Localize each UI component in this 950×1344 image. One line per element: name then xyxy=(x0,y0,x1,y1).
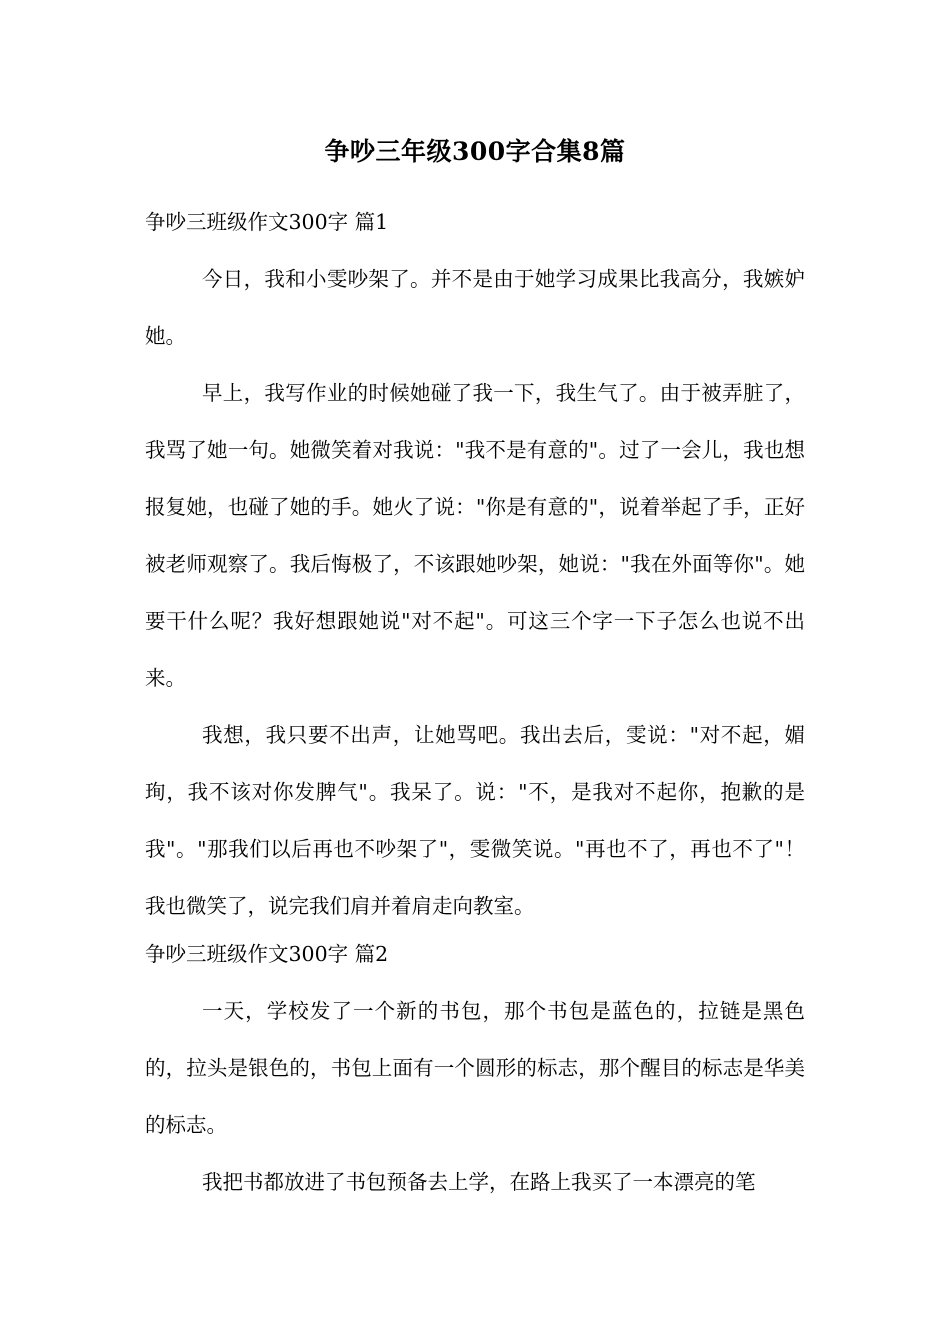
paragraph: 一天，学校发了一个新的书包，那个书包是蓝色的，拉链是黑色的，拉头是银色的，书包上面有一个圆形的标志，那个醒目的标志是华美的标志。 xyxy=(145,999,805,1137)
paragraph: 我想，我只要不出声，让她骂吧。我出去后，雯说："对不起，媚珣，我不该对你发脾气"。我呆了。说："不，是我对不起你，抱歉的是我"。"那我们以后再也不吵架了"，雯微笑说。"再也不了，再也不了"！我也微笑了，说完我们肩并着肩走向教室。 xyxy=(145,723,805,918)
paragraph: 我把书都放进了书包预备去上学，在路上我买了一本漂亮的笔 xyxy=(202,1170,756,1194)
document-body xyxy=(145,203,805,1211)
section-1 xyxy=(145,203,805,935)
section-2 xyxy=(145,935,805,1211)
section-heading: 争吵三班级作文300字 篇2 xyxy=(145,942,389,966)
section-heading: 争吵三班级作文300字 篇1 xyxy=(145,210,389,234)
paragraph: 今日，我和小雯吵架了。并不是由于她学习成果比我高分，我嫉妒她。 xyxy=(145,267,805,348)
document-title: 争吵三年级300字合集8篇 xyxy=(324,137,626,166)
paragraph: 早上，我写作业的时候她碰了我一下，我生气了。由于被弄脏了，我骂了她一句。她微笑着对我说："我不是有意的"。过了一会儿，我也想报复她，也碰了她的手。她火了说："你是有意的"，说着举起了手，正好被老师观察了。我后悔极了，不该跟她吵架，她说："我在外面等你"。她要干什么呢？我好想跟她说"对不起"。可这三个字一下子怎么也说不出来。 xyxy=(145,381,805,690)
